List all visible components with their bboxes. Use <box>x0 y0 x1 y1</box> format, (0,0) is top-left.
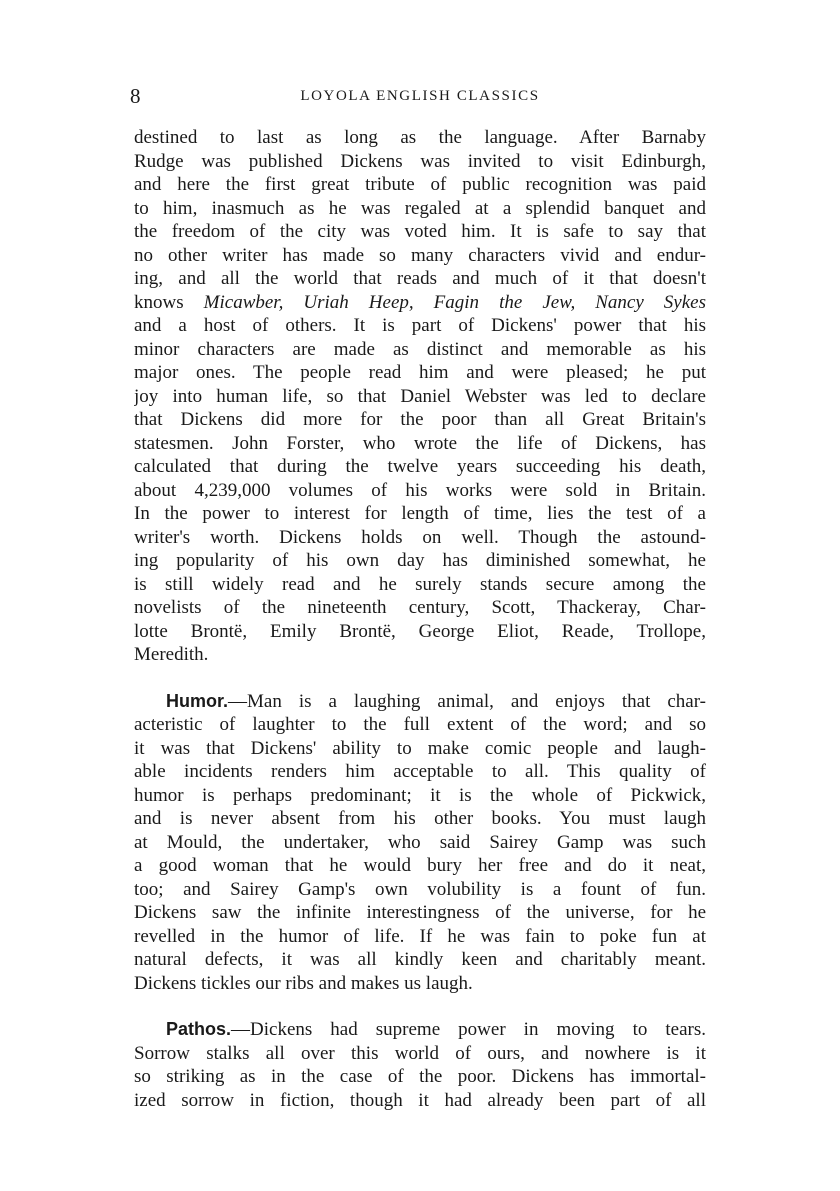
text-line: and a host of others. It is part of Dickens' power that his <box>134 315 706 336</box>
text-line: about 4,239,000 volumes of his works were sold in Britain. <box>134 479 706 501</box>
text-line: at Mould, the undertaker, who said Sairey Gamp was such <box>134 831 706 853</box>
paragraph-humor <box>134 690 706 996</box>
text-line: Dickens tickles our ribs and makes us laugh. <box>134 972 473 994</box>
text-line: it was that Dickens' ability to make comic people and laugh- <box>134 737 706 759</box>
text-span: —Dickens had supreme power in moving to tears. <box>231 1019 706 1040</box>
text-line: In the power to interest for length of time, lies the test of a <box>134 503 706 524</box>
text-span: knows <box>134 291 204 313</box>
text-line: and here the first great tribute of public recognition was paid <box>134 174 706 195</box>
text-line: Rudge was published Dickens was invited to visit Edinburgh, <box>134 150 706 172</box>
text-line: Dickens saw the infinite interestingness of the universe, for he <box>134 902 706 923</box>
text-line: joy into human life, so that Daniel Webster was led to declare <box>134 385 706 407</box>
text-line: ized sorrow in fiction, though it had already been part of all <box>134 1089 706 1111</box>
text-line: Sorrow stalks all over this world of ours, and nowhere is it <box>134 1042 706 1064</box>
page-number: 8 <box>130 84 141 108</box>
text-line: no other writer has made so many characters vivid and endur- <box>134 244 706 266</box>
text-line: too; and Sairey Gamp's own volubility is a fount of fun. <box>134 878 706 900</box>
text-line: that Dickens did more for the poor than all Great Britain's <box>134 409 706 430</box>
text-line: novelists of the nineteenth century, Scott, Thackeray, Char- <box>134 597 706 618</box>
text-line: lotte Brontë, Emily Brontë, George Eliot, Reade, Trollope, <box>134 620 706 642</box>
text-line: to him, inasmuch as he was regaled at a splendid banquet and <box>134 197 706 219</box>
text-line-character-names <box>134 291 706 315</box>
text-line: able incidents renders him acceptable to all. This quality of <box>134 761 706 782</box>
text-line: acteristic of laughter to the full extent of the word; and so <box>134 714 706 735</box>
section-heading-humor: Humor. <box>166 690 229 711</box>
running-head: LOYOLA ENGLISH CLASSICS <box>300 88 540 104</box>
text-line: calculated that during the twelve years succeeding his death, <box>134 456 706 477</box>
character-names-italic: Micawber, Uriah Heep, Fagin the Jew, Nancy Sykes <box>203 291 706 313</box>
text-line: ing, and all the world that reads and much of it that doesn't <box>134 268 706 289</box>
text-line: a good woman that he would bury her free and do it neat, <box>134 855 706 876</box>
page-header <box>130 84 710 114</box>
text-line-with-heading <box>134 690 706 714</box>
text-line: the freedom of the city was voted him. It is safe to say that <box>134 221 706 242</box>
text-line: humor is perhaps predominant; it is the whole of Pickwick, <box>134 784 706 806</box>
text-line-with-heading <box>134 1018 706 1042</box>
text-line: natural defects, it was all kindly keen and charitably meant. <box>134 949 706 970</box>
paragraph-pathos <box>134 1018 706 1112</box>
text-span: —Man is a laughing animal, and enjoys that char- <box>228 690 706 712</box>
text-line: major ones. The people read him and were pleased; he put <box>134 362 706 383</box>
body-text <box>134 126 706 1135</box>
section-heading-pathos: Pathos. <box>166 1019 232 1039</box>
text-line: is still widely read and he surely stands secure among the <box>134 573 706 595</box>
text-line: revelled in the humor of life. If he was fain to poke fun at <box>134 925 706 947</box>
text-line: so striking as in the case of the poor. Dickens has immortal- <box>134 1066 706 1087</box>
text-line: minor characters are made as distinct and memorable as his <box>134 338 706 360</box>
text-line: destined to last as long as the language. After Barnaby <box>134 127 706 148</box>
text-line: writer's worth. Dickens holds on well. Though the astound- <box>134 526 706 548</box>
text-line: ing popularity of his own day has diminished somewhat, he <box>134 550 706 571</box>
text-line: statesmen. John Forster, who wrote the life of Dickens, has <box>134 432 706 454</box>
text-line: and is never absent from his other books. You must laugh <box>134 808 706 829</box>
paragraph-dickens-legacy <box>134 126 706 667</box>
text-line: Meredith. <box>134 644 209 665</box>
